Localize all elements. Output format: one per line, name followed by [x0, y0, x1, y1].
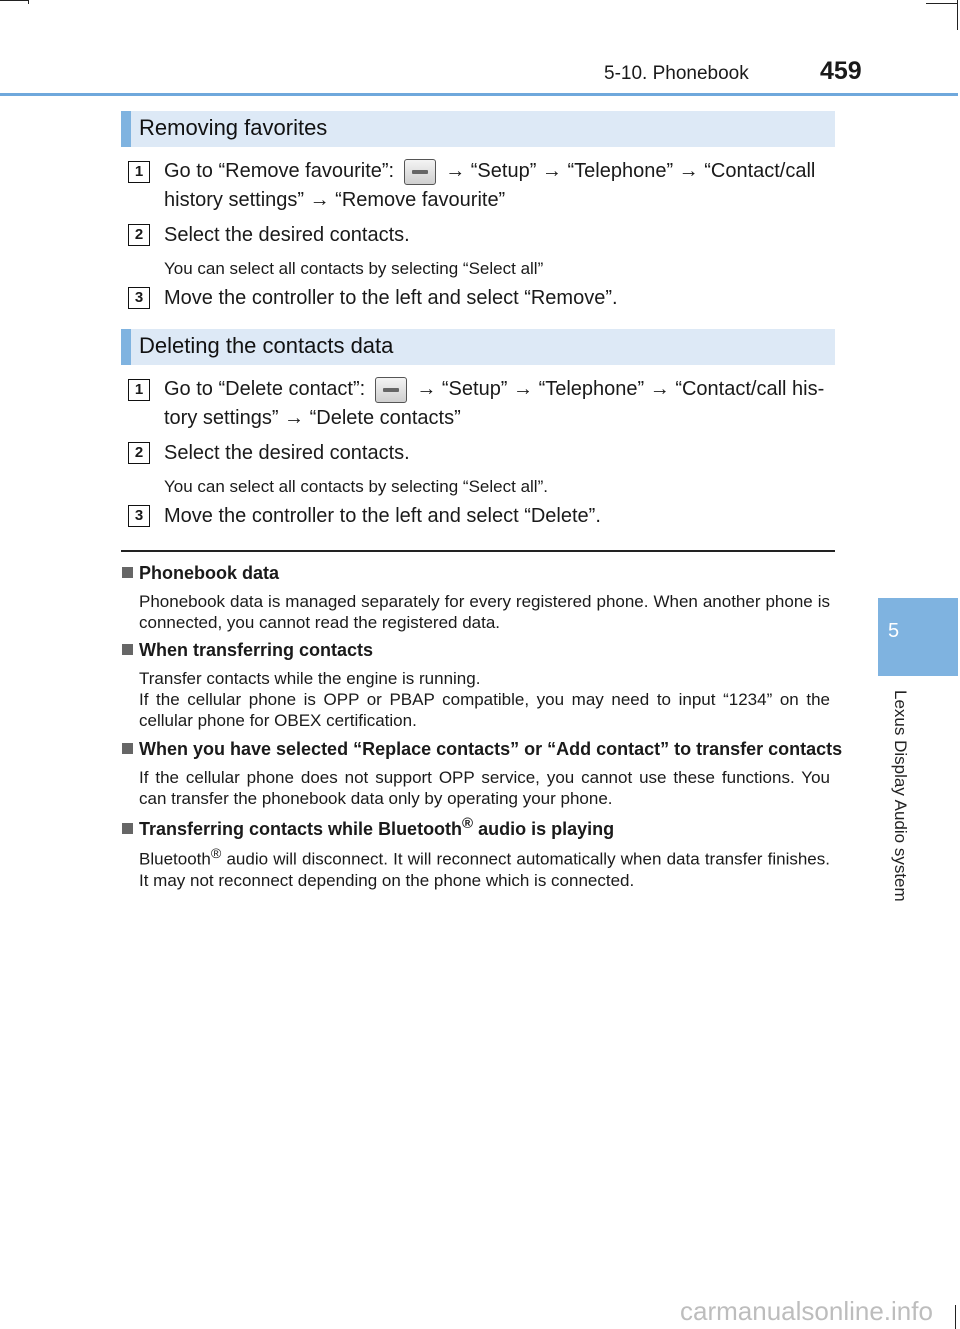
page-number: 459 [820, 57, 862, 85]
chapter-number: 5 [888, 620, 900, 642]
info-heading [122, 739, 842, 760]
section-heading-deleting: Deleting the contacts data [121, 329, 835, 365]
info-heading-text: Transferring contacts while Bluetooth [139, 819, 463, 839]
info-text-part: audio will disconnect. It will reconnect automatically when data transfer finishes. It may not reconnect depending on the phone which is connected. [139, 849, 830, 890]
step-number: 3 [128, 287, 150, 309]
crop-mark [957, 0, 958, 30]
info-heading-text: When you have selected “Replace contacts” or “Add contact” to transfer contacts [139, 739, 843, 759]
step-text-part: tory settings” → “Delete contacts” [164, 407, 461, 429]
step-text: Move the controller to the left and select “Delete”. [164, 505, 601, 527]
info-body: If the cellular phone does not support OPP service, you cannot use these functions. You can transfer the phonebook data only by operating your phone. [139, 768, 830, 808]
menu-button-icon [404, 159, 436, 185]
info-heading [122, 815, 614, 840]
section-heading-removing: Removing favorites [121, 111, 835, 147]
step-text: Move the controller to the left and select “Remove”. [164, 287, 618, 309]
square-bullet-icon [122, 823, 133, 834]
crop-mark [955, 1305, 956, 1329]
info-body: Phonebook data is managed separately for every registered phone. When another phone is connected, you cannot read the registered data. [139, 592, 830, 632]
step-number: 2 [128, 442, 150, 464]
step-number: 1 [128, 379, 150, 401]
step-note: You can select all contacts by selecting “Select all” [164, 259, 544, 278]
header-rule [0, 93, 958, 96]
info-text-part: Bluetooth [139, 849, 211, 869]
square-bullet-icon [122, 567, 133, 578]
info-heading [122, 640, 373, 661]
square-bullet-icon [122, 644, 133, 655]
step-text: Select the desired contacts. [164, 224, 410, 246]
square-bullet-icon [122, 743, 133, 754]
info-heading [122, 563, 279, 584]
info-body [139, 668, 830, 731]
step-number: 1 [128, 161, 150, 183]
step-number: 3 [128, 505, 150, 527]
crop-mark [926, 3, 958, 4]
info-heading-text: audio is playing [473, 819, 615, 839]
info-heading-text: Phonebook data [139, 563, 280, 583]
chapter-label: Lexus Display Audio system [891, 690, 910, 902]
step-text-part: Go to “Remove favourite”: [164, 160, 395, 182]
section-title: 5-10. Phonebook [604, 63, 749, 84]
info-line: Transfer contacts while the engine is running. [139, 669, 481, 688]
divider [121, 550, 835, 552]
registered-mark: ® [210, 846, 222, 862]
step-text [164, 375, 832, 433]
step-text-part: Go to “Delete contact”: [164, 378, 366, 400]
crop-mark [28, 0, 29, 4]
info-line: If the cellular phone is OPP or PBAP compatible, you may need to input “1234” on the cellular phone for OBEX certification. [139, 690, 830, 730]
step-text-part: history settings” → “Remove favourite” [164, 189, 506, 211]
crop-mark [0, 0, 28, 1]
step-text-part: → “Setup” → “Telephone” → “Contact/call his- [416, 378, 825, 400]
step-note: You can select all contacts by selecting “Select all”. [164, 477, 548, 496]
step-text: Select the desired contacts. [164, 442, 410, 464]
step-number: 2 [128, 224, 150, 246]
registered-mark: ® [462, 815, 474, 832]
step-text [164, 157, 832, 215]
menu-button-icon [375, 377, 407, 403]
watermark: carmanualsonline.info [680, 1296, 933, 1326]
step-text-part: → “Setup” → “Telephone” → “Contact/call [445, 160, 816, 182]
info-heading-text: When transferring contacts [139, 640, 374, 660]
info-body [139, 844, 830, 891]
